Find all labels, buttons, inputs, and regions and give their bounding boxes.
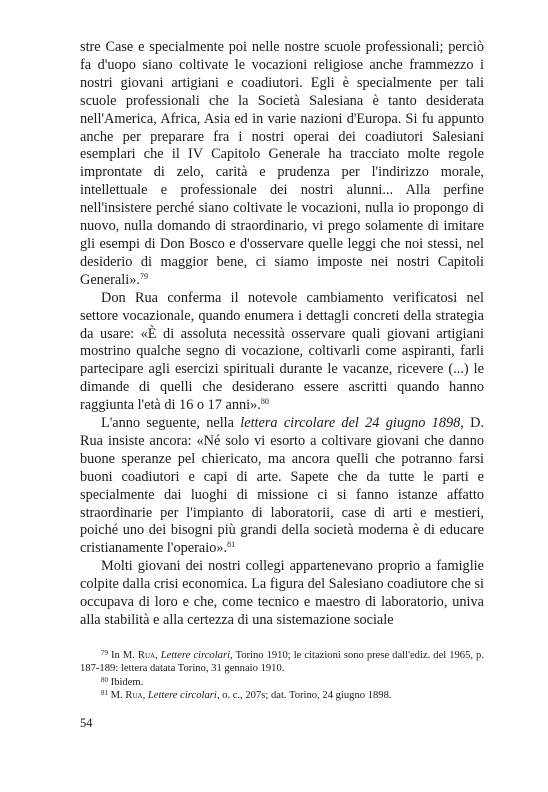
author-name: Rua bbox=[137, 649, 156, 661]
text-run: stre Case e specialmente poi nelle nostre scuole professionali; perciò fa d'uopo siano coltivate le vocazioni religiose anche frammezzo i nostri giovani artigiani e coadiutori. Egli è specialmente per tali scuole professionali che la Società Salesiana è tanto desiderata nell'America, Africa, Asia ed in varie nazioni d'Europa. Si fu appunto anche per preparare fra i nostri operai dei coadiutori Salesiani esemplari che il IV Capitolo Generale ha tracciato molte regole improntate di zelo, carità e prudenza per l'indirizzo morale, intellettuale e professionale dei nostri alunni... Alla perfine nell'insistere perché siano coltivate le vocazioni, nulla io propongo di nuovo, nulla domando di straordinario, vi prego solamente di imitare gli esempi di Don Bosco e d'osservare quelle leggi che noi stessi, nel desiderio di maggior bene, ci siamo imposte nei nostri Capitoli Generali». bbox=[80, 39, 484, 288]
paragraph bbox=[80, 558, 484, 630]
footnotes bbox=[80, 649, 484, 703]
footnote-marker: 80 bbox=[260, 397, 269, 407]
footnote-marker: 80 bbox=[101, 675, 108, 684]
text-run: In M. bbox=[108, 649, 138, 661]
italic-text: lettera circolare del 24 giugno 1898 bbox=[240, 415, 461, 432]
text-run: , bbox=[142, 690, 148, 702]
text-run: Molti giovani dei nostri collegi appartenevano proprio a famiglie colpite dalla crisi economica. La figura del Salesiano coadiutore che si occupava di loro e che, come tecnico e maestro di laboratorio, univa alla stabilità e alla certezza di una sistemazione sociale bbox=[80, 558, 484, 628]
text-run: , Torino 1910; le citazioni sono prese dall'ediz. del 1965, p. 187-189: lettera datata Torino, 31 gennaio 1910. bbox=[80, 649, 484, 675]
paragraph bbox=[80, 290, 484, 415]
footnote-marker: 79 bbox=[101, 648, 108, 657]
footnote-marker: 81 bbox=[227, 540, 236, 550]
text-run: Ibidem. bbox=[108, 676, 144, 688]
footnote bbox=[80, 649, 484, 676]
author-name: Rua bbox=[125, 690, 143, 702]
footnote-marker: 81 bbox=[101, 689, 108, 698]
page-number: 54 bbox=[80, 716, 93, 730]
footnote-marker: 79 bbox=[139, 271, 148, 281]
text-run: M. bbox=[108, 690, 126, 702]
body-text bbox=[80, 39, 484, 630]
page-body bbox=[80, 39, 484, 703]
text-run: Don Rua conferma il notevole cambiamento verificatosi nel settore vocazionale, quando enumera i dettagli concreti della strategia da usare: «È di assoluta necessità osservare quali giovani artigiani mostrino qualche segno di vocazione, coltivarli come aspiranti, farli partecipare agli esercizi spirituali durante le vacanze, ricevere (...) le dimande di quelli che desiderano essere ascritti quando hanno raggiunta l'età di 16 o 17 anni». bbox=[80, 289, 484, 414]
paragraph bbox=[80, 39, 484, 290]
italic-text: Lettere circolari bbox=[147, 690, 217, 702]
text-run: , bbox=[155, 649, 161, 661]
footnote bbox=[80, 676, 484, 689]
text-run: L'anno seguente, nella bbox=[101, 415, 241, 432]
italic-text: Lettere circolari bbox=[160, 649, 231, 661]
text-run: , o. c., 207s; dat. Torino, 24 giugno 1898. bbox=[216, 690, 392, 702]
footnote bbox=[80, 689, 484, 702]
paragraph bbox=[80, 415, 484, 558]
text-run: , D. Rua insiste ancora: «Né solo vi esorto a coltivare giovani che danno buone speranze pel chiericato, ma ancora quelli che potranno farsi buoni coadiutori e capi di arte. Sapete che da tutte le parti e specialmente dai luoghi di missione ci si fanno istanze affatto straordinarie per l'impianto di laboratorii, case di arti e mestieri, poiché uno dei bisogni più grandi della società moderna è di educare cristianamente l'operaio». bbox=[80, 415, 484, 557]
